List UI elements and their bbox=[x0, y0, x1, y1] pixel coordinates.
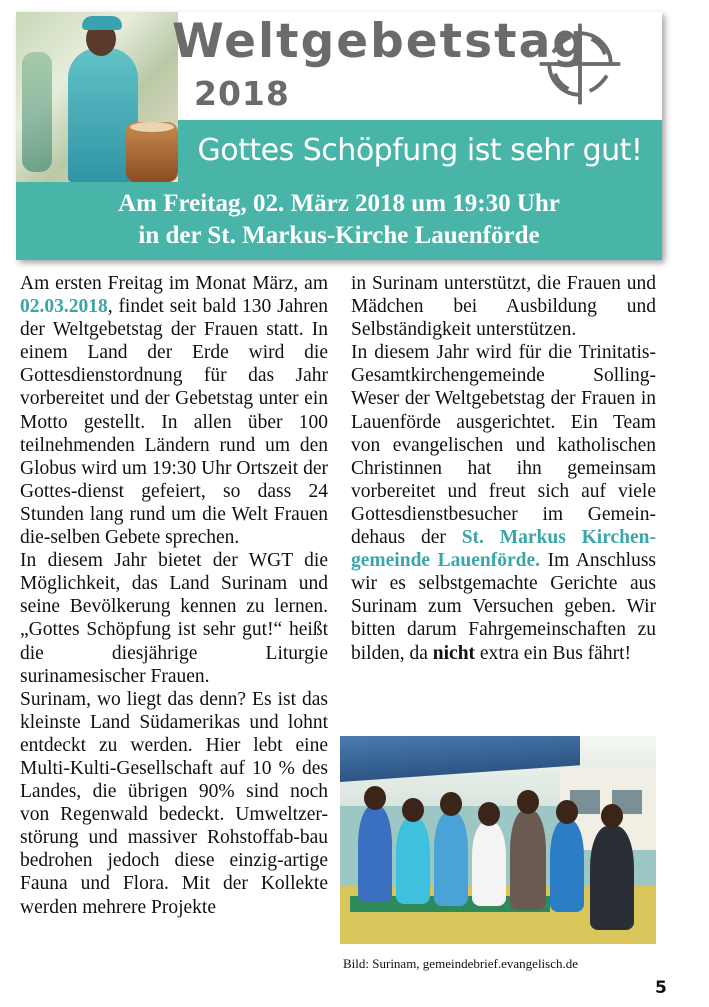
header-banner bbox=[16, 12, 662, 260]
motto-banner bbox=[178, 120, 662, 182]
motto-text: Gottes Schöpfung ist sehr gut! bbox=[197, 133, 643, 168]
highlighted-date: 02.03.2018 bbox=[20, 296, 108, 318]
event-location: in der St. Markus-Kirche Lauenförde bbox=[138, 222, 540, 249]
drum-illustration bbox=[126, 122, 178, 182]
photo-caption: Bild: Surinam, gemeindebrief.evangelisch.de bbox=[343, 956, 579, 971]
page-title: Weltgebetstag bbox=[172, 14, 588, 69]
emphasis-text: nicht bbox=[432, 642, 476, 664]
article-column-right bbox=[351, 272, 656, 665]
title-year: 2018 bbox=[194, 74, 290, 113]
page-number: 5 bbox=[655, 978, 667, 998]
article-column-left bbox=[20, 272, 328, 919]
wgt-logo-icon bbox=[532, 16, 628, 112]
group-photo bbox=[340, 736, 656, 944]
highlighted-church: St. Markus Kirchen-gemeinde Lauenförde. bbox=[351, 527, 656, 572]
event-date: Am Freitag, 02. März 2018 um 19:30 Uhr bbox=[118, 190, 560, 217]
article-paragraph: Am ersten Freitag im Monat März, am 02.03.2018, findet seit bald 130 Jahren der Weltgebetstag der Frauen statt. In einem Land der Erde wird die Gottesdienstordnung für das Jahr vorbereitet und der Gebetstag unter ein Motto gestellt. In allen über 100 teilnehmenden Ländern rund um den Globus wird um 19:30 Uhr Ortszeit der Gottes-dienst gefeiert, so dass 24 Stunden lang rund um die Welt Frauen die-selben Gebete sprechen. bbox=[20, 273, 328, 549]
article-paragraph: In diesem Jahr bietet der WGT die Möglichkeit, das Land Surinam und seine Bevölkerung kennen zu lernen. „Gottes Schöpfung ist sehr gut!“ heißt die diesjährige Liturgie surinamesischer Frauen. bbox=[20, 550, 328, 687]
header-illustration bbox=[16, 12, 178, 182]
article-paragraph: Surinam, wo liegt das denn? Es ist das kleinste Land Südamerikas und lohnt entdeckt zu werden. Hier lebt eine Multi-Kulti-Gesellschaft auf 10 % des Landes, die übrigen 90% sind noch von Regenwald bedeckt. Umweltzer-störung und massiver Rohstoffab-bau bedrohen jedoch diese einzig-artige Fauna und Flora. Mit der Kollekte werden mehrere Projekte bbox=[20, 688, 328, 918]
article-paragraph: in Surinam unterstützt, die Frauen und Mädchen bei Ausbildung und Selbständigkeit unterstützen. bbox=[351, 273, 656, 341]
article-paragraph: In diesem Jahr wird für die Trinitatis-Gesamtkirchengemeinde Solling-Weser der Weltgebetstag der Frauen in Lauenförde ausgerichtet. Ein Team von evangelischen und katholischen Christinnen hat ihn gemeinsam vorbereitet und freut sich auf viele Gottesdienstbesucher im Gemein-dehaus der St. Markus Kirchen-gemeinde Lauenförde. Im Anschluss wir es selbstgemachte Gerichte aus Surinam zum Versuchen geben. Wir bitten darum Fahrgemeinschaften zu bilden, da nicht extra ein Bus fährt! bbox=[351, 342, 656, 664]
event-date-box bbox=[16, 182, 662, 260]
